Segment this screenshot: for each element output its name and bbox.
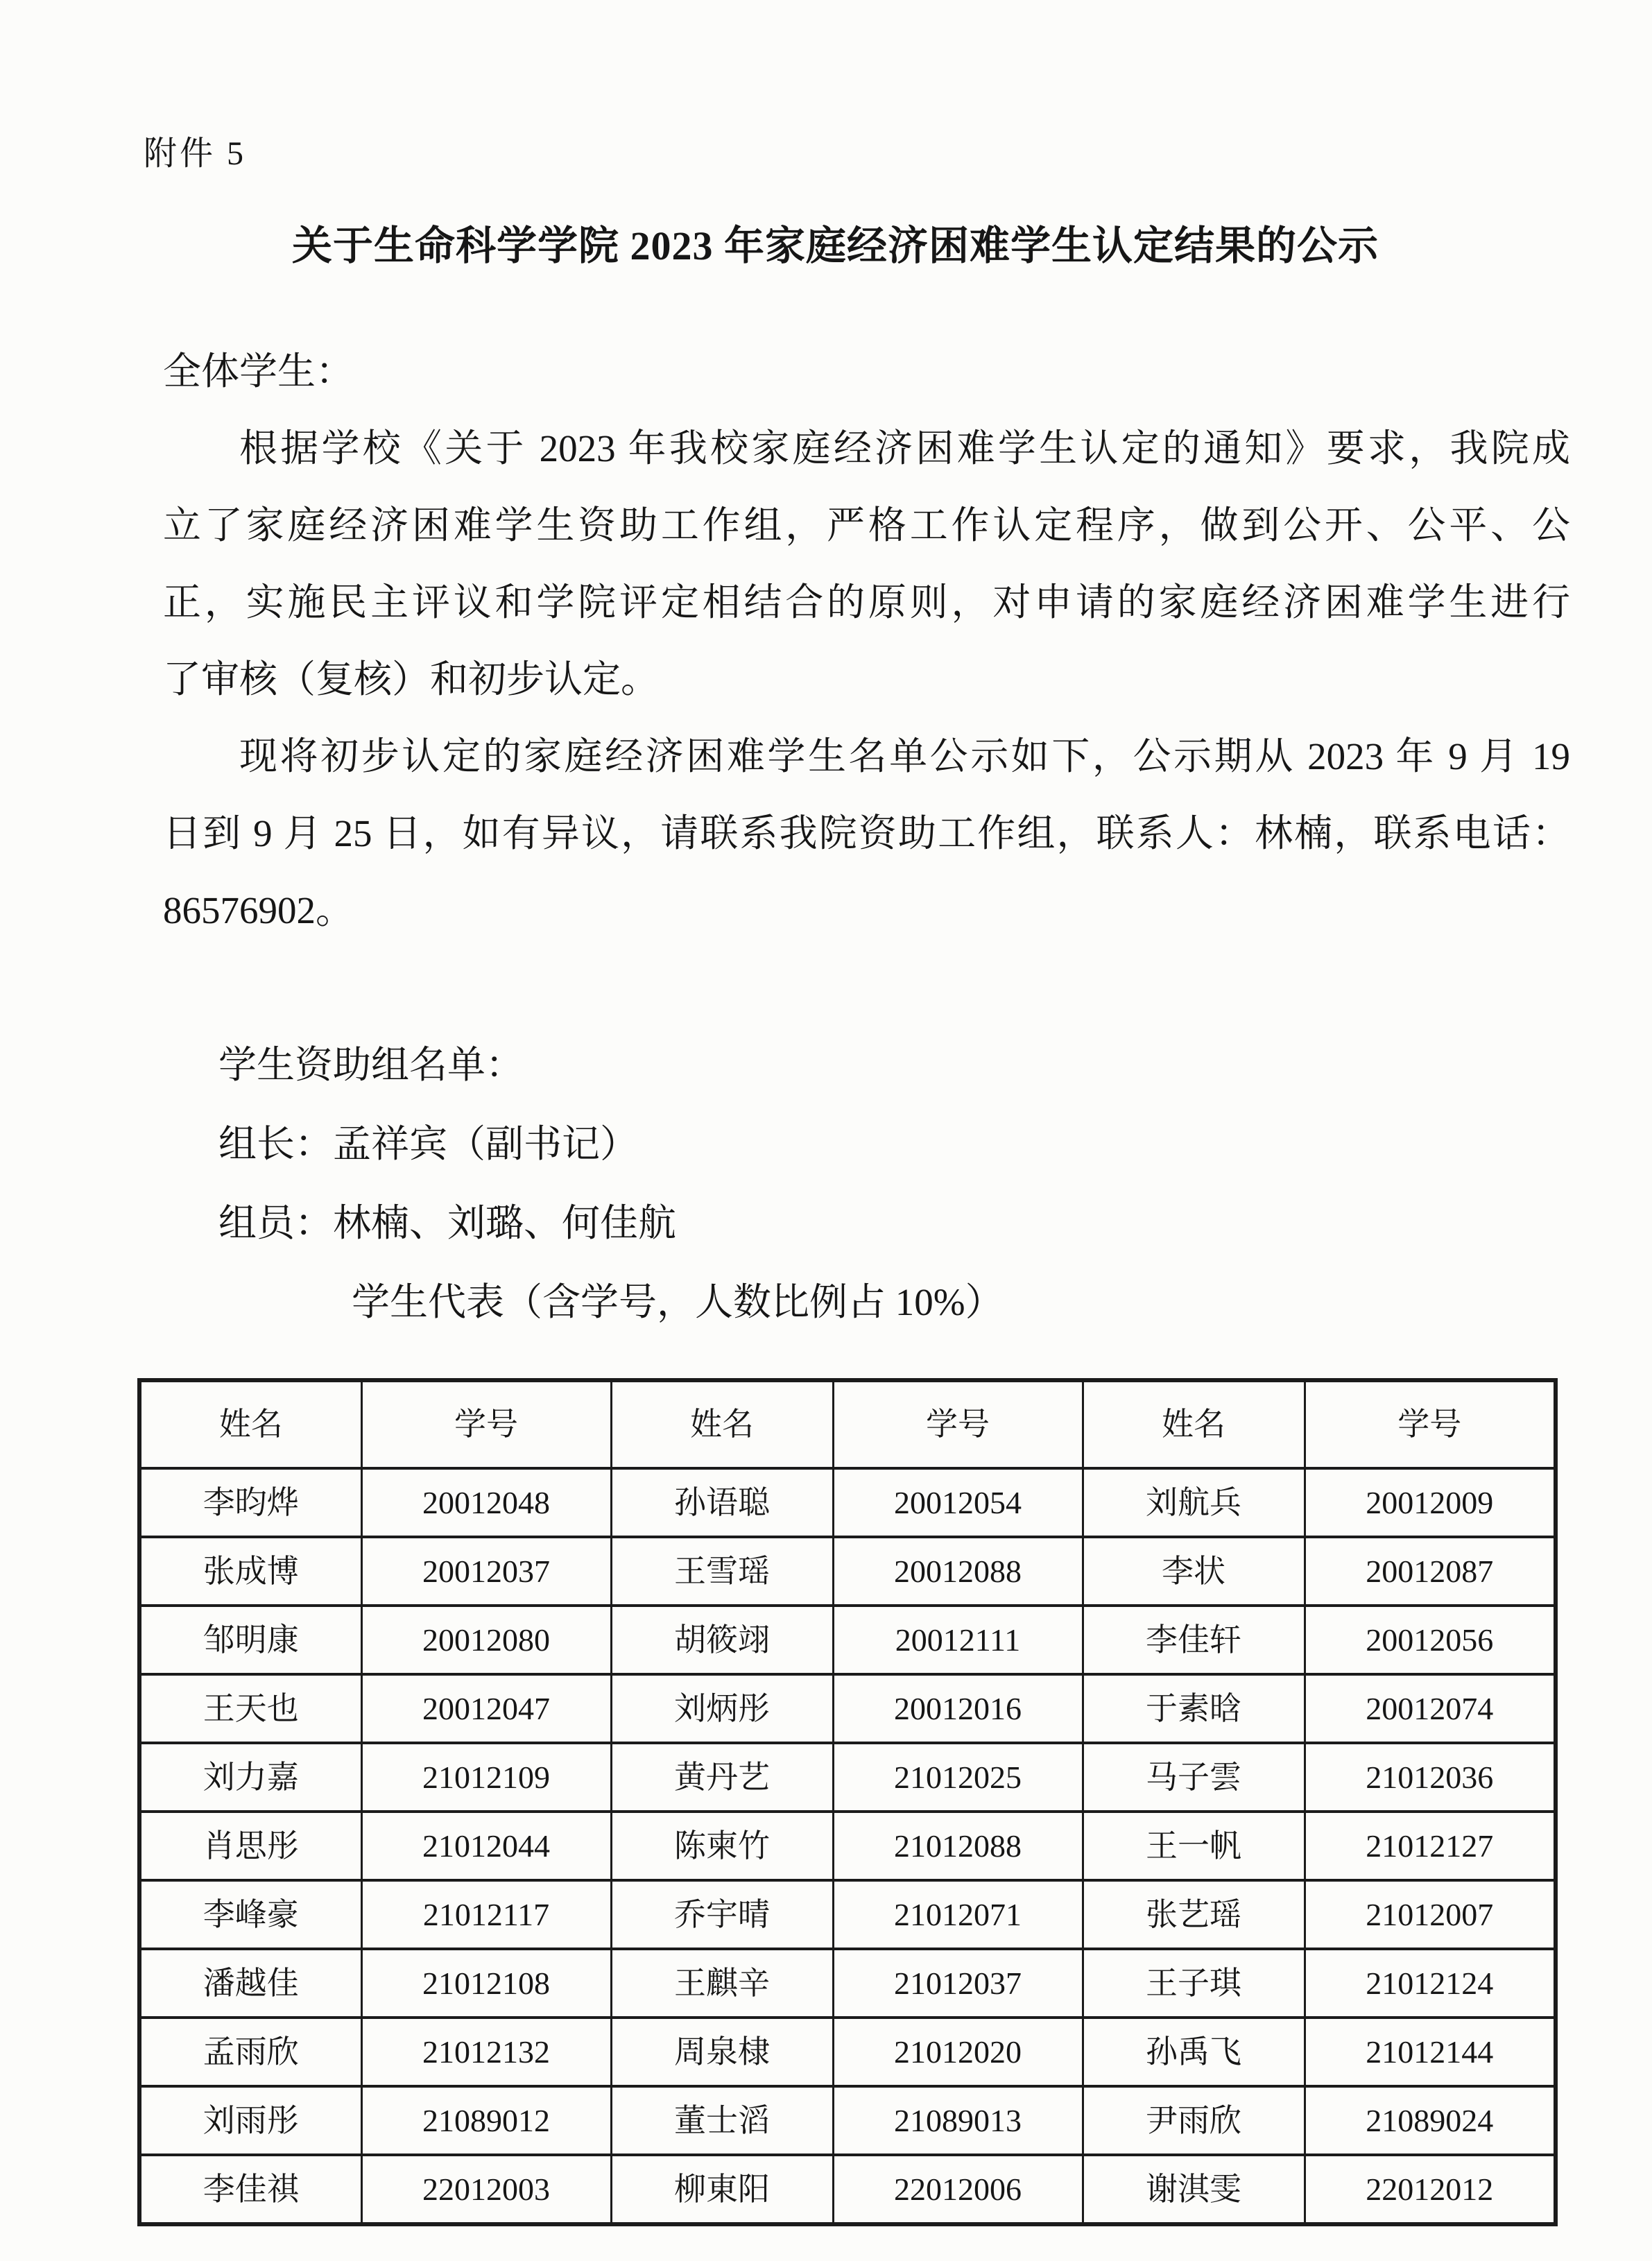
table-cell-id: 21012025: [833, 1743, 1083, 1812]
table-cell-name: 李峰豪: [139, 1880, 361, 1949]
table-cell-name: 陈柬竹: [611, 1812, 833, 1880]
table-cell-id: 22012006: [833, 2155, 1083, 2224]
roster-members: 组员：林楠、刘璐、何佳航: [218, 1202, 677, 1244]
table-cell-name: 邹明康: [139, 1606, 361, 1674]
paragraph-line: 日到 9 月 25 日，如有异议，请联系我院资助工作组，联系人：林楠，联系电话：: [163, 812, 1570, 854]
table-cell-name: 孙语聪: [611, 1468, 833, 1537]
table-header-row: [139, 1380, 1556, 1468]
table-cell-name: 谢淇雯: [1083, 2155, 1305, 2224]
table-cell-name: 黄丹艺: [611, 1743, 833, 1812]
table-row: [139, 1674, 1556, 1743]
body-paragraphs: [163, 410, 1570, 949]
page-title: 关于生命科学学院 2023 年家庭经济困难学生认定结果的公示: [291, 223, 1379, 268]
table-cell-name: 孙禹飞: [1083, 2018, 1305, 2086]
table-cell-name: 董士滔: [611, 2086, 833, 2155]
table-cell-name: 周泉棣: [611, 2018, 833, 2086]
table-cell-id: 21012007: [1305, 1880, 1556, 1949]
attachment-label: 附件 5: [144, 135, 247, 172]
paragraph-line: 正，实施民主评议和学院评定相结合的原则，对申请的家庭经济困难学生进行: [163, 581, 1570, 624]
table-header-cell: 姓名: [1083, 1380, 1305, 1468]
table-header-cell: 姓名: [611, 1380, 833, 1468]
table-cell-id: 21012036: [1305, 1743, 1556, 1812]
paragraph-line: 86576902。: [163, 889, 354, 931]
roster-section: [163, 1026, 1570, 1342]
table-row: [139, 1537, 1556, 1606]
table-cell-id: 21012132: [361, 2018, 611, 2086]
table-cell-name: 王一帆: [1083, 1812, 1305, 1880]
table-cell-id: 21012037: [833, 1949, 1083, 2018]
roster-heading: 学生资助组名单：: [218, 1044, 524, 1086]
table-cell-id: 21012144: [1305, 2018, 1556, 2086]
table-cell-id: 21012108: [361, 1949, 611, 2018]
table-cell-name: 王麒辛: [611, 1949, 833, 2018]
table-cell-name: 肖思彤: [139, 1812, 361, 1880]
table-cell-id: 20012074: [1305, 1674, 1556, 1743]
table-cell-name: 孟雨欣: [139, 2018, 361, 2086]
table-cell-id: 21012109: [361, 1743, 611, 1812]
table-header-cell: 姓名: [139, 1380, 361, 1468]
table-cell-name: 胡筱翊: [611, 1606, 833, 1674]
paragraph-line: 了审核（复核）和初步认定。: [163, 658, 660, 700]
table-cell-name: 王雪瑶: [611, 1537, 833, 1606]
table-cell-name: 李昀烨: [139, 1468, 361, 1537]
table-cell-id: 21012071: [833, 1880, 1083, 1949]
table-cell-id: 21089012: [361, 2086, 611, 2155]
table-cell-name: 刘雨彤: [139, 2086, 361, 2155]
table-cell-id: 22012003: [361, 2155, 611, 2224]
table-row: [139, 1606, 1556, 1674]
table-row: [139, 1743, 1556, 1812]
student-table: [137, 1378, 1558, 2226]
table-cell-id: 21089013: [833, 2086, 1083, 2155]
table-cell-name: 乔宇晴: [611, 1880, 833, 1949]
table-cell-id: 20012088: [833, 1537, 1083, 1606]
table-cell-id: 21012088: [833, 1812, 1083, 1880]
table-cell-id: 21012020: [833, 2018, 1083, 2086]
table-cell-name: 柳東阳: [611, 2155, 833, 2224]
table-header-cell: 学号: [833, 1380, 1083, 1468]
table-cell-id: 20012111: [833, 1606, 1083, 1674]
table-cell-name: 刘炳彤: [611, 1674, 833, 1743]
paragraph-line: 立了家庭经济困难学生资助工作组，严格工作认定程序，做到公开、公平、公: [163, 504, 1570, 547]
table-cell-id: 20012009: [1305, 1468, 1556, 1537]
roster-representatives: 学生代表（含学号，人数比例占 10%）: [352, 1281, 1004, 1323]
table-cell-name: 张成博: [139, 1537, 361, 1606]
table-cell-name: 马子雲: [1083, 1743, 1305, 1812]
paragraph-line: 现将初步认定的家庭经济困难学生名单公示如下，公示期从 2023 年 9 月 19: [239, 735, 1570, 777]
student-table-wrap: [163, 1378, 1570, 2226]
table-cell-id: 22012012: [1305, 2155, 1556, 2224]
table-cell-id: 20012047: [361, 1674, 611, 1743]
table-cell-name: 于素晗: [1083, 1674, 1305, 1743]
table-cell-id: 21012127: [1305, 1812, 1556, 1880]
table-cell-id: 20012087: [1305, 1537, 1556, 1606]
table-row: [139, 1812, 1556, 1880]
table-cell-id: 21089024: [1305, 2086, 1556, 2155]
table-cell-id: 21012044: [361, 1812, 611, 1880]
table-cell-id: 20012054: [833, 1468, 1083, 1537]
table-cell-name: 李状: [1083, 1537, 1305, 1606]
salutation: 全体学生：: [163, 350, 354, 393]
paragraph-line: 根据学校《关于 2023 年我校家庭经济困难学生认定的通知》要求，我院成: [239, 427, 1570, 470]
table-cell-name: 刘力嘉: [139, 1743, 361, 1812]
table-cell-name: 李佳轩: [1083, 1606, 1305, 1674]
table-body: [139, 1468, 1556, 2224]
table-row: [139, 2018, 1556, 2086]
table-cell-id: 21012117: [361, 1880, 611, 1949]
table-cell-name: 李佳祺: [139, 2155, 361, 2224]
table-cell-name: 潘越佳: [139, 1949, 361, 2018]
table-cell-id: 20012056: [1305, 1606, 1556, 1674]
table-row: [139, 2086, 1556, 2155]
table-cell-name: 刘航兵: [1083, 1468, 1305, 1537]
table-cell-id: 20012016: [833, 1674, 1083, 1743]
table-cell-id: 20012048: [361, 1468, 611, 1537]
table-header-cell: 学号: [1305, 1380, 1556, 1468]
table-cell-id: 20012080: [361, 1606, 611, 1674]
table-cell-id: 21012124: [1305, 1949, 1556, 2018]
table-cell-name: 王子琪: [1083, 1949, 1305, 2018]
table-row: [139, 1468, 1556, 1537]
table-header-cell: 学号: [361, 1380, 611, 1468]
table-row: [139, 1949, 1556, 2018]
table-row: [139, 1880, 1556, 1949]
roster-leader: 组长：孟祥宾（副书记）: [218, 1123, 639, 1165]
table-row: [139, 2155, 1556, 2224]
table-cell-name: 尹雨欣: [1083, 2086, 1305, 2155]
table-cell-id: 20012037: [361, 1537, 611, 1606]
table-cell-name: 王天也: [139, 1674, 361, 1743]
table-cell-name: 张艺瑶: [1083, 1880, 1305, 1949]
